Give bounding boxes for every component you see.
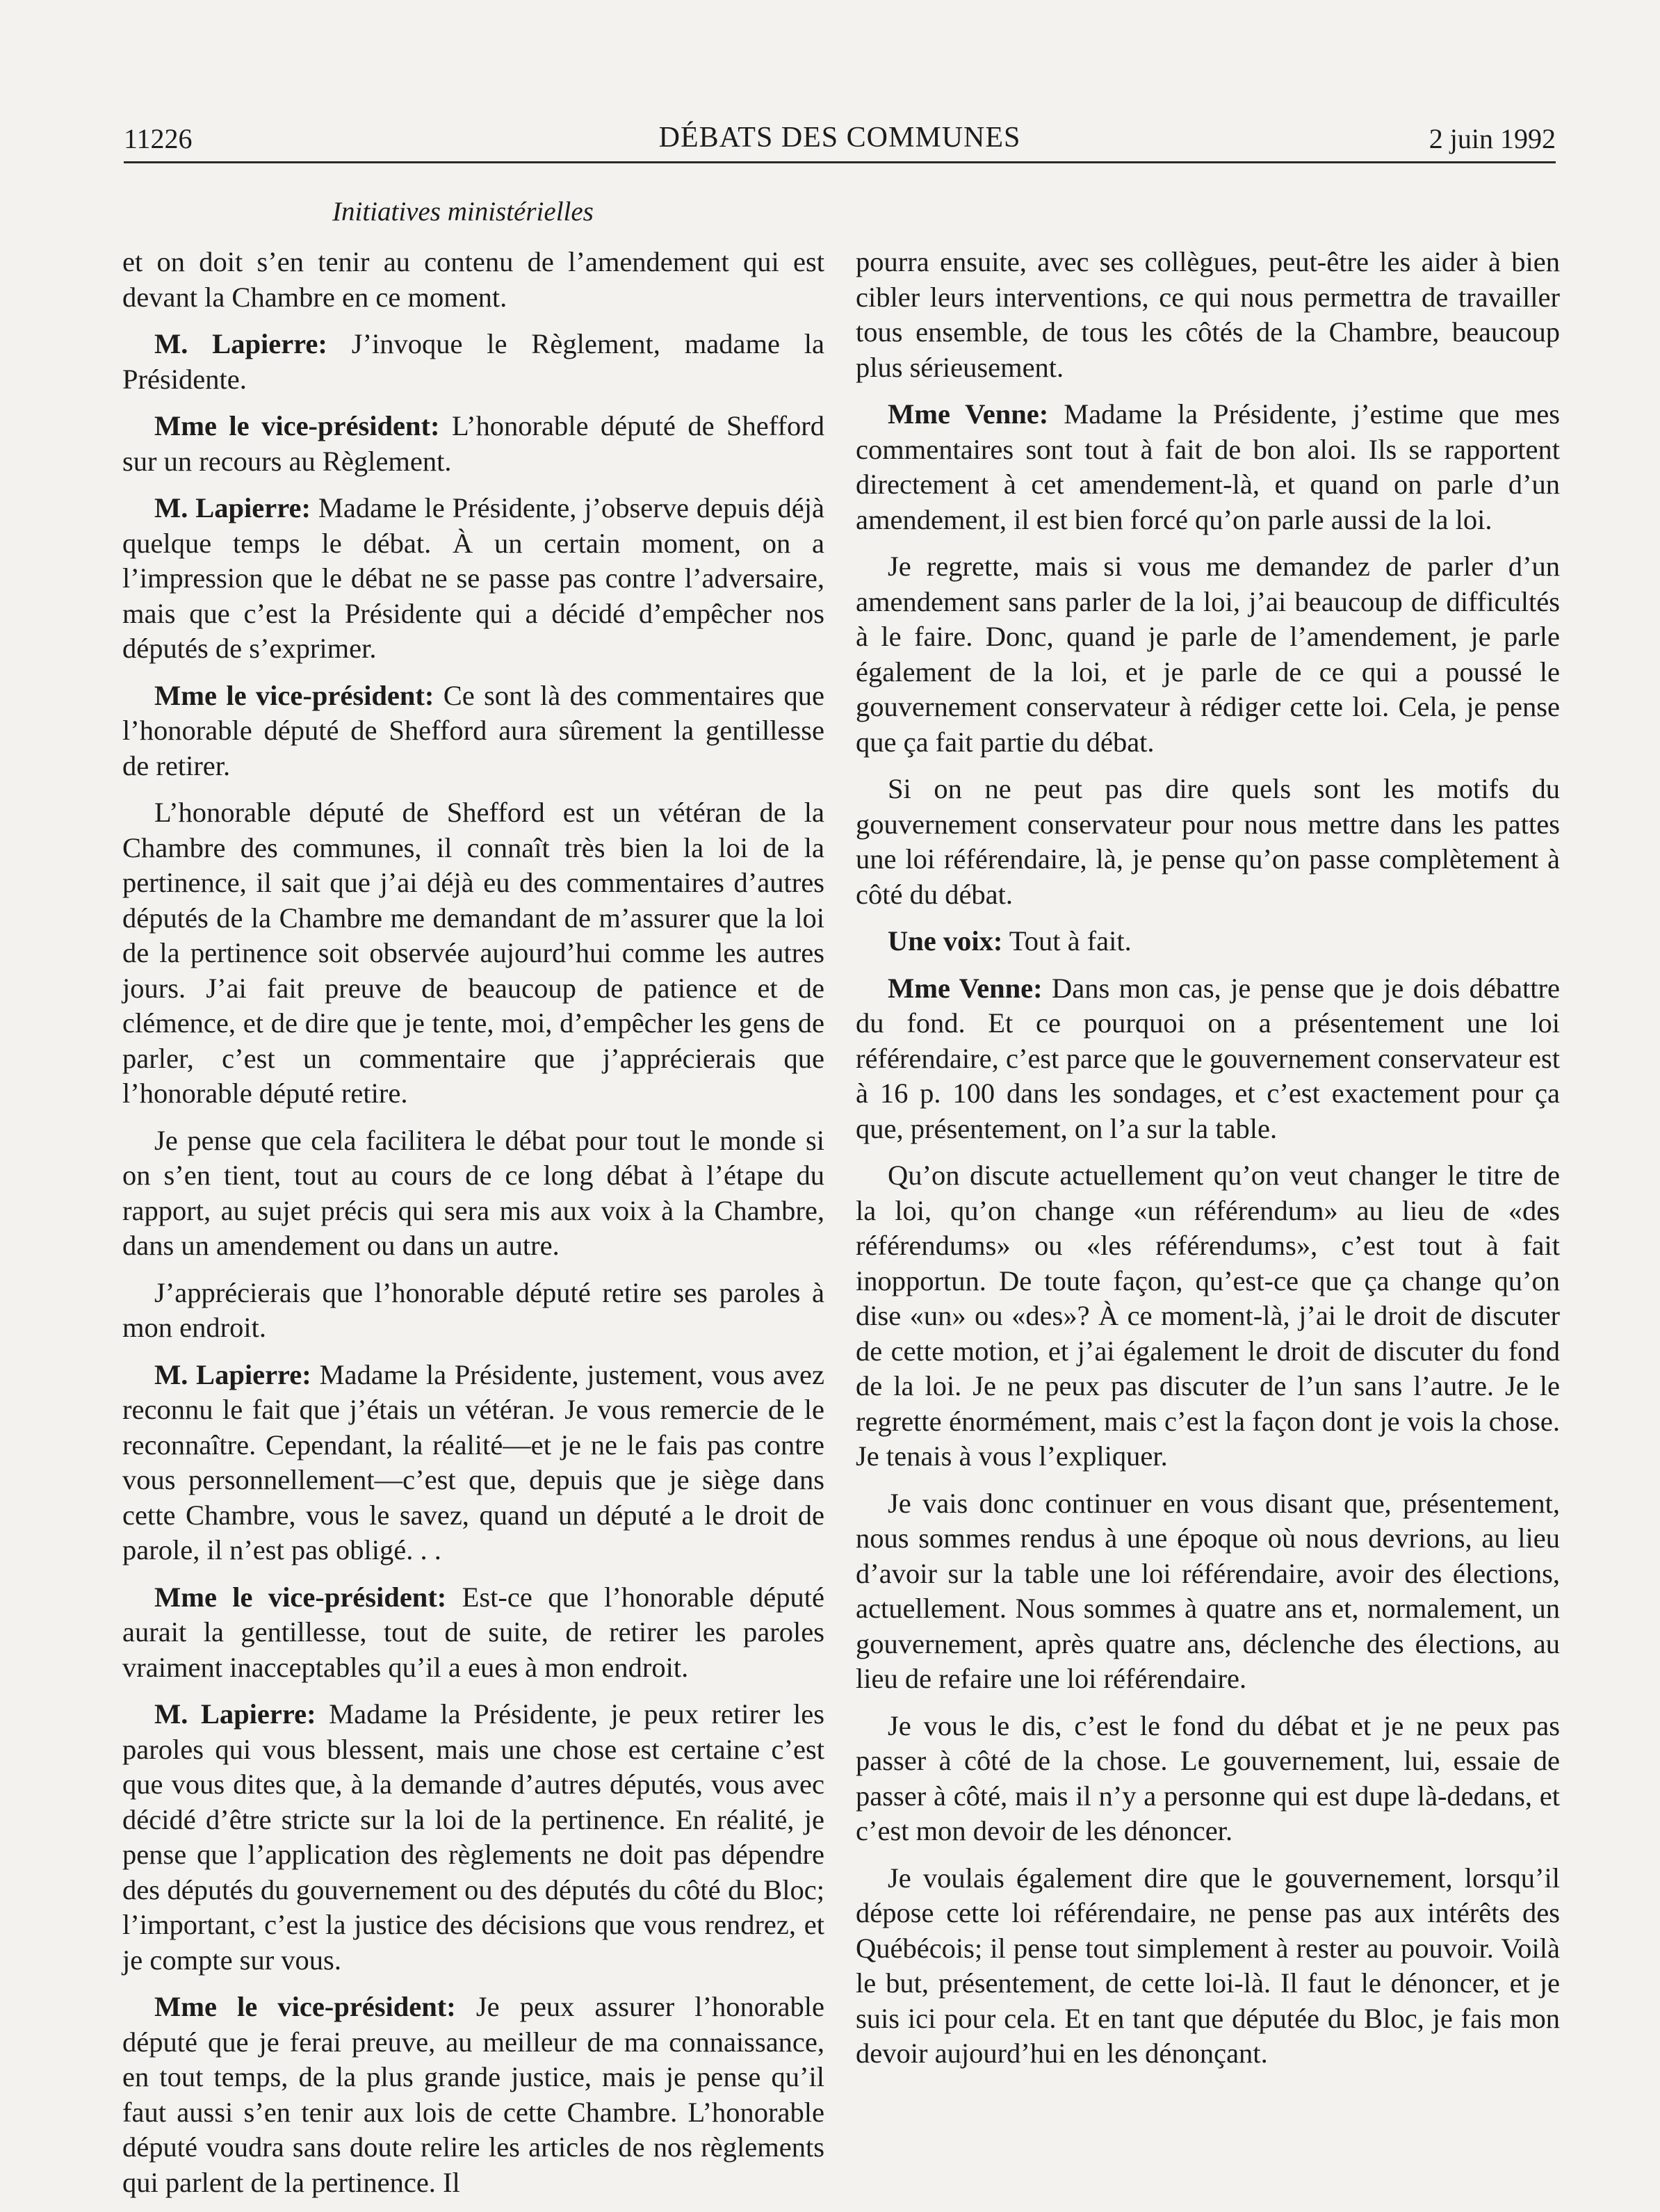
paragraph <box>856 1861 1560 2072</box>
paragraph-text: Madame la Présidente, je peux retirer les paroles qui vous blessent, mais une chose est certaine c’est que vous dites que, à la demande d’autres députés, vous avec décidé d’être stricte sur la loi de la pertinence. En réalité, je pense que l’application des règlements ne doit pas dépendre des députés du gouvernement ou des députés du côté du Bloc; l’important, c’est la justice des décisions que vous rendrez, et je compte sur vous. <box>122 1698 824 1976</box>
paragraph <box>122 491 824 667</box>
paragraph-text: Je peux assurer l’honorable député que je ferai preuve, au meilleur de ma connaissance, en tout temps, de la plus grande justice, mais je pense qu’il faut aussi s’en tenir aux lois de cette Chambre. L’honorable député voudra sans doute relire les articles de nos règlements qui parlent de la pertinence. Il <box>122 1991 824 2198</box>
paragraph <box>122 1123 824 1264</box>
speaker-name: Mme Venne: <box>888 398 1049 430</box>
paragraph-text: Je vous le dis, c’est le fond du débat et je ne peux pas passer à côté de la chose. Le gouvernement, lui, essaie de passer à côté, mais il n’y a personne qui est dupe là-dedans, et c’est mon devoir de les dénoncer. <box>856 1709 1560 1846</box>
paragraph <box>856 1486 1560 1697</box>
speaker-name: M. Lapierre: <box>154 328 327 359</box>
paragraph-text: Je regrette, mais si vous me demandez de parler d’un amendement sans parler de la loi, j’ai beaucoup de difficultés à le faire. Donc, quand je parle de l’amendement, je parle également de la loi, et je parle de ce qui a poussé le gouvernement conservateur à rédiger cette loi. Cela, je pense que ça fait partie du débat. <box>856 551 1560 758</box>
paragraph <box>856 772 1560 912</box>
paragraph-text: Je vais donc continuer en vous disant que, présentement, nous sommes rendus à une époque où nous devrions, au lieu d’avoir sur la table une loi référendaire, avoir des élections, actuellement. Nous sommes à quatre ans et, normalement, un gouvernement, après quatre ans, déclenche des élections, au lieu de refaire une loi référendaire. <box>856 1487 1560 1694</box>
paragraph-text: Madame le Présidente, j’observe depuis déjà quelque temps le débat. À un certain moment, on a l’impression que le débat ne se passe pas contre l’adversaire, mais que c’est la Présidente qui a décidé d’empêcher nos députés de s’exprimer. <box>122 492 824 664</box>
paragraph-text: pourra ensuite, avec ses collègues, peut-être les aider à bien cibler leurs interventions, ce qui nous permettra de travailler tous ensemble, de tous les côtés de la Chambre, beaucoup plus sérieusement. <box>856 246 1560 383</box>
speaker-name: M. Lapierre: <box>154 492 311 523</box>
section-title: Initiatives ministérielles <box>332 197 594 227</box>
speaker-name: M. Lapierre: <box>154 1358 311 1390</box>
paragraph <box>122 678 824 784</box>
paragraph <box>122 795 824 1112</box>
paragraph <box>122 1990 824 2200</box>
paragraph-text: Je pense que cela facilitera le débat pour tout le monde si on s’en tient, tout au cours de ce long débat à l’étape du rapport, au sujet précis qui sera mis aux voix à la Chambre, dans un amendement ou dans un autre. <box>122 1124 824 1261</box>
paragraph-text: L’honorable député de Shefford sur un recours au Règlement. <box>122 410 824 477</box>
page-number: 11226 <box>124 123 193 154</box>
paragraph-text: Ce sont là des commentaires que l’honorable député de Shefford aura sûrement la gentillesse de retirer. <box>122 679 824 781</box>
paragraph-text: Madame la Présidente, justement, vous avez reconnu le fait que j’étais un vétéran. Je vous remercie de le reconnaître. Cependant, la réalité—et je ne le fais pas contre vous personnellement—c’est que, depuis que je siège dans cette Chambre, vous le savez, quand un député a le droit de parole, il n’est pas obligé. . . <box>122 1358 824 1566</box>
paragraph <box>856 397 1560 537</box>
left-column <box>122 245 824 2212</box>
speaker-name: Mme le vice-président: <box>154 1991 456 2022</box>
speaker-name: Mme le vice-président: <box>154 1581 447 1613</box>
paragraph <box>856 245 1560 385</box>
right-column <box>856 245 1560 2083</box>
paragraph-text: J’invoque le Règlement, madame la Présidente. <box>122 328 825 395</box>
running-title: DÉBATS DES COMMUNES <box>658 122 1021 154</box>
paragraph <box>856 924 1560 959</box>
speaker-name: Mme Venne: <box>888 972 1043 1004</box>
paragraph <box>122 327 824 397</box>
paragraph <box>856 1158 1560 1474</box>
paragraph <box>122 1697 824 1978</box>
paragraph <box>122 409 824 479</box>
paragraph <box>856 971 1560 1147</box>
paragraph-text: L’honorable député de Shefford est un vétéran de la Chambre des communes, il connaît très bien la loi de la pertinence, il sait que j’ai déjà eu des commentaires d’autres députés de la Chambre me demandant de m’assurer que la loi de la pertinence soit observée aujourd’hui comme les autres jours. J’ai fait preuve de beaucoup de patience et de clémence, et de dire que je tente, moi, d’empêcher les gens de parler, c’est un commentaire que j’apprécierais que l’honorable député retire. <box>122 797 824 1109</box>
paragraph-text: et on doit s’en tenir au contenu de l’amendement qui est devant la Chambre en ce moment. <box>122 246 824 313</box>
paragraph-text: Est-ce que l’honorable député aurait la gentillesse, tout de suite, de retirer les paroles vraiment inacceptables qu’il a eues à mon endroit. <box>122 1581 824 1683</box>
speaker-name: Mme le vice-président: <box>154 410 440 441</box>
paragraph <box>856 549 1560 760</box>
header-date: 2 juin 1992 <box>1429 123 1556 154</box>
speaker-name: Mme le vice-président: <box>154 679 434 711</box>
paragraph-text: Tout à fait. <box>1009 925 1132 957</box>
paragraph <box>122 1358 824 1568</box>
paragraph-text: J’apprécierais que l’honorable député retire ses paroles à mon endroit. <box>122 1276 824 1343</box>
speaker-name: M. Lapierre: <box>154 1698 316 1730</box>
paragraph-text: Si on ne peut pas dire quels sont les motifs du gouvernement conservateur pour nous mettre dans les pattes une loi référendaire, là, je pense qu’on passe complètement à côté du débat. <box>856 773 1560 910</box>
paragraph <box>122 1276 824 1346</box>
paragraph <box>122 1580 824 1686</box>
paragraph-text: Dans mon cas, je pense que je dois débattre du fond. Et ce pourquoi on a présentement une loi référendaire, c’est parce que le gouvernement conservateur est à 16 p. 100 dans les sondages, et c’est exactement pour ça que, présentement, on l’a sur la table. <box>856 972 1561 1144</box>
page-header <box>124 118 1556 163</box>
paragraph-text: Qu’on discute actuellement qu’on veut changer le titre de la loi, qu’on change «un référendum» au lieu de «des référendums» ou «les référendums», c’est tout à fait inopportun. De toute façon, qu’est-ce que ça change qu’on dise «un» ou «des»? À ce moment-là, j’ai le droit de discuter de cette motion, et j’ai également le droit de discuter du fond de la loi. Je ne peux pas discuter de l’un sans l’autre. Je le regrette énormément, mais c’est la façon dont je vois la chose. Je tenais à vous l’expliquer. <box>856 1160 1560 1472</box>
paragraph-text: Madame la Présidente, j’estime que mes commentaires sont tout à fait de bon aloi. Ils se rapportent directement à cet amendement-là, et quand on parle d’un amendement, il est bien forcé qu’on parle aussi de la loi. <box>856 398 1560 535</box>
paragraph-text: Je voulais également dire que le gouvernement, lorsqu’il dépose cette loi référendaire, ne pense pas aux intérêts des Québécois; il pense tout simplement à rester au pouvoir. Voilà le but, présentement, de cette loi-là. Il faut le dénoncer, et je suis ici pour cela. Et en tant que députée du Bloc, je fais mon devoir aujourd’hui en les dénonçant. <box>856 1862 1560 2069</box>
speaker-name: Une voix: <box>888 925 1003 957</box>
paragraph <box>122 245 824 315</box>
paragraph <box>856 1709 1560 1849</box>
